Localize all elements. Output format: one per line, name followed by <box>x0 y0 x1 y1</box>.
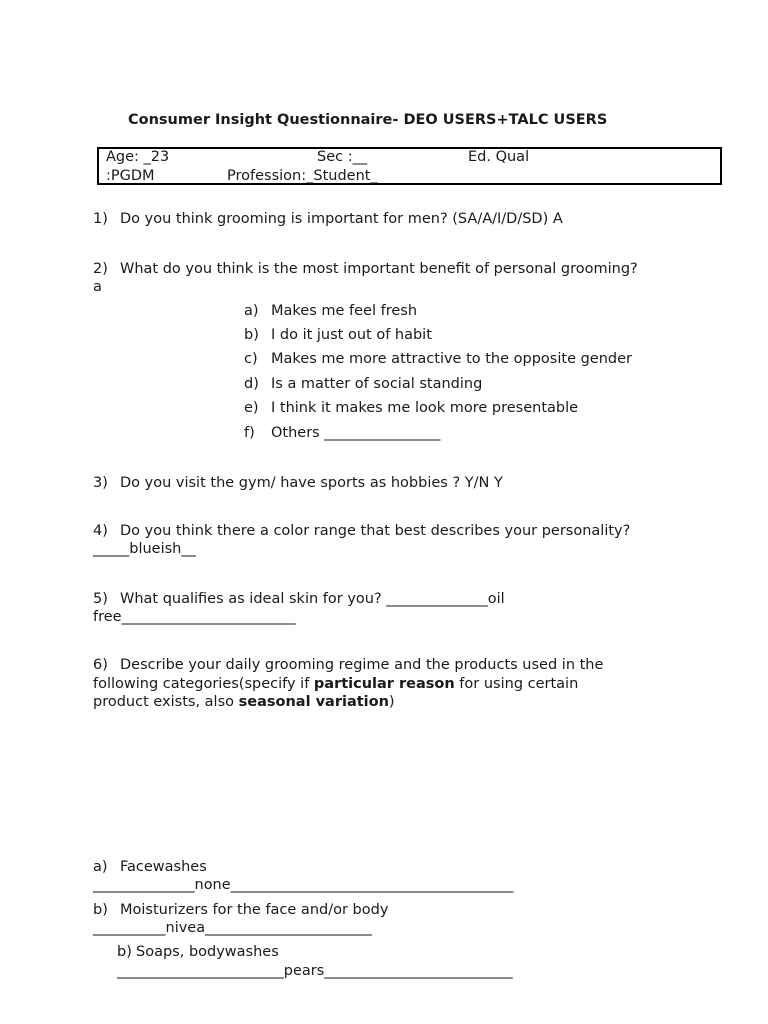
question-number: 6) <box>93 657 108 673</box>
question-number: 1) <box>93 211 108 227</box>
option-label: f) <box>244 425 255 441</box>
question-2-answer: a <box>93 279 102 295</box>
question-number: 2) <box>93 261 108 277</box>
option-label: d) <box>244 376 259 392</box>
option-d <box>244 375 482 393</box>
facewashes-answer: ______________none_______________________________________ <box>93 877 514 893</box>
question-text: Do you think there a color range that best describes your personality? <box>120 523 631 539</box>
question-1 <box>93 210 563 228</box>
question-text: Do you think grooming is important for men? (SA/A/I/D/SD) A <box>120 211 563 227</box>
option-text: Makes me feel fresh <box>271 303 418 319</box>
question-3 <box>93 474 503 492</box>
question-number: 4) <box>93 523 108 539</box>
option-text: Others ________________ <box>271 425 441 441</box>
option-label: c) <box>244 351 258 367</box>
option-text: I think it makes me look more presentable <box>271 400 579 416</box>
question-5-answer: free________________________ <box>93 609 296 625</box>
question-text: for using certain <box>454 676 579 692</box>
option-label: a) <box>244 303 259 319</box>
ed-qual-value: :PGDM <box>106 168 155 184</box>
category-label: b) <box>93 902 108 918</box>
option-c <box>244 350 632 368</box>
respondent-info-box <box>97 147 722 185</box>
emphasis-text: particular reason <box>313 676 455 692</box>
category-soaps <box>117 943 279 961</box>
option-text: Makes me more attractive to the opposite gender <box>271 351 633 367</box>
question-text: What do you think is the most important benefit of personal grooming? <box>120 261 638 277</box>
option-label: b) <box>244 327 259 343</box>
question-4 <box>93 522 630 540</box>
question-6 <box>93 656 603 674</box>
option-text: Is a matter of social standing <box>271 376 483 392</box>
question-text: Do you visit the gym/ have sports as hobbies ? Y/N Y <box>120 475 503 491</box>
question-4-answer: _____blueish__ <box>93 541 196 557</box>
option-e <box>244 399 578 417</box>
question-6-line-3 <box>93 693 395 711</box>
profession-field: Profession:_Student_ <box>227 168 378 184</box>
question-number: 3) <box>93 475 108 491</box>
question-text: following categories(specify if <box>93 676 314 692</box>
emphasis-text: seasonal variation <box>238 694 389 710</box>
sec-field: Sec :__ <box>317 149 368 165</box>
category-name: Soaps, bodywashes <box>136 944 279 960</box>
age-field: Age: _23 <box>106 149 170 165</box>
category-label: a) <box>93 859 108 875</box>
question-text: product exists, also <box>93 694 239 710</box>
option-text: I do it just out of habit <box>271 327 432 343</box>
option-a <box>244 302 417 320</box>
category-facewashes <box>93 858 207 876</box>
question-text: Describe your daily grooming regime and the products used in the <box>120 657 604 673</box>
soaps-answer: _______________________pears__________________________ <box>117 963 513 979</box>
question-number: 5) <box>93 591 108 607</box>
question-text: What qualifies as ideal skin for you? ______________oil <box>120 591 505 607</box>
question-5 <box>93 590 505 608</box>
page-title: Consumer Insight Questionnaire- DEO USERS+TALC USERS <box>128 112 608 128</box>
category-name: Moisturizers for the face and/or body <box>120 902 389 918</box>
question-2 <box>93 260 638 278</box>
category-label: b) <box>117 944 132 960</box>
question-6-line-2 <box>93 675 578 693</box>
option-label: e) <box>244 400 259 416</box>
moisturizers-answer: __________nivea_______________________ <box>93 920 372 936</box>
option-f <box>244 424 440 442</box>
category-name: Facewashes <box>120 859 207 875</box>
question-text: ) <box>388 694 395 710</box>
ed-qual-label: Ed. Qual <box>468 149 530 165</box>
option-b <box>244 326 432 344</box>
category-moisturizers <box>93 901 388 919</box>
